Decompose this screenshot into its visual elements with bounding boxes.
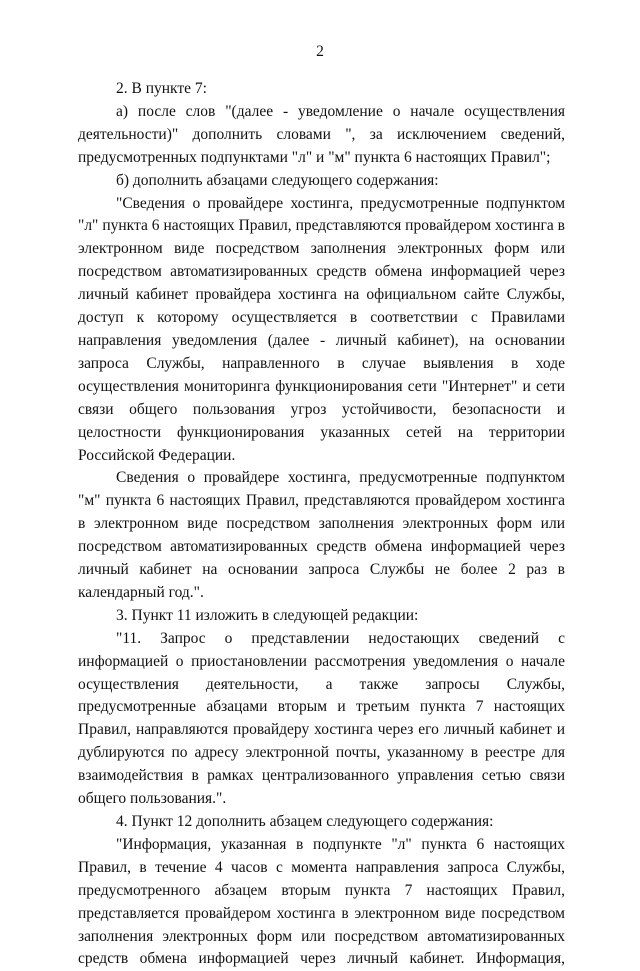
page-number: 2 (316, 43, 324, 60)
paragraph-item-4: 4. Пункт 12 дополнить абзацем следующего содержания: (116, 813, 494, 830)
paragraph-quote-info: "Информация, указанная в подпункте "л" пункта 6 настоящих Правил, в течение 4 часов с момента направления запроса Службы, предусмотренного абзацем вторым пункта 7 настоящих Правил, представляется провайдером хостинга в электронном виде посредством заполнения электронных форм или посредством автоматизированных средств обмена информацией через личный кабинет. Информация, (78, 835, 565, 968)
paragraph-subitem-b: б) дополнить абзацами следующего содержания: (116, 171, 439, 189)
paragraph-item-2: 2. В пункте 7: (116, 80, 207, 97)
paragraph-item-3: 3. Пункт 11 изложить в следующей редакции: (116, 606, 419, 624)
paragraph-quote-l: "Сведения о провайдере хостинга, предусмотренные подпунктом "л" пункта 6 настоящих Правил, представляются провайдером хостинга в электронном виде посредством заполнения электронных форм или посредством автоматизированных средств обмена информацией через личный кабинет провайдера хостинга на официальном сайте Службы, доступ к которому осуществляется в соответствии с Правилами направления уведомления (далее - личный кабинет), на основании запроса Службы, направленного в случае выявления в ходе осуществления мониторинга функционирования сети "Интернет" и сети связи общего пользования угроз устойчивости, безопасности и целостности функционирования указанных сетей на территории Российской Федерации. (78, 194, 565, 464)
paragraph-subitem-a: а) после слов "(далее - уведомление о начале осуществления деятельности)" дополнить словами ", за исключением сведений, предусмотренных подпунктами "л" и "м" пункта 6 настоящих Правил"; (78, 102, 565, 166)
document-body (78, 78, 565, 971)
paragraph-quote-m: Сведения о провайдере хостинга, предусмотренные подпунктом "м" пункта 6 настоящих Правил, представляются провайдером хостинга в электронном виде посредством заполнения электронных форм или посредством автоматизированных средств обмена информацией через личный кабинет на основании запроса Службы не более 2 раз в календарный год.". (78, 469, 565, 601)
paragraph-quote-11: "11. Запрос о представлении недостающих сведений с информацией о приостановлении рассмотрения уведомления о начале осуществления деятельности, а также запросы Службы, предусмотренные абзацами вторым и третьим пункта 7 настоящих Правил, направляются провайдеру хостинга через его личный кабинет и дублируются по адресу электронной почты, указанному в реестре для взаимодействия в рамках централизованного управления сетью связи общего пользования.". (78, 629, 565, 808)
